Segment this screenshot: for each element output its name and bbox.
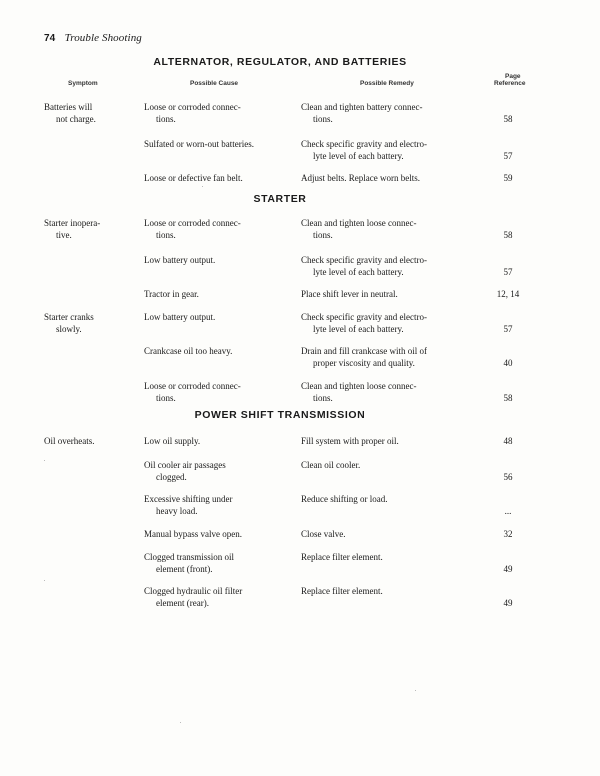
page-reference: 56 — [503, 472, 513, 482]
remedy-text: Adjust belts. Replace worn belts. — [301, 173, 420, 183]
page-reference: 58 — [503, 230, 513, 240]
running-head — [44, 32, 142, 44]
cause-text: Clogged hydraulic oil filter — [144, 586, 243, 596]
remedy-text: lyte level of each battery. — [313, 151, 404, 161]
symptom-text: tive. — [56, 230, 72, 240]
cause-text: Sulfated or worn-out batteries. — [144, 139, 254, 149]
remedy-text: lyte level of each battery. — [313, 324, 404, 334]
symptom-text: Batteries will — [44, 102, 93, 112]
column-header-cause: Possible Cause — [190, 80, 239, 87]
page-reference: 57 — [503, 324, 513, 334]
cause-text: Oil cooler air passages — [144, 460, 226, 470]
page-reference: 48 — [503, 436, 513, 446]
column-header-reference-line2: Reference — [494, 80, 526, 87]
page-reference: 57 — [503, 151, 513, 161]
column-header-symptom: Symptom — [68, 80, 98, 87]
cause-text: Loose or corroded connec- — [144, 381, 241, 391]
cause-text: Loose or corroded connec- — [144, 218, 241, 228]
remedy-text: Check specific gravity and electro- — [301, 255, 427, 265]
page-reference: 32 — [503, 529, 513, 539]
section-title: ALTERNATOR, REGULATOR, AND BATTERIES — [153, 56, 407, 68]
remedy-text: Drain and fill crankcase with oil of — [301, 346, 427, 356]
symptom-text: not charge. — [56, 114, 96, 124]
cause-text: tions. — [156, 114, 176, 124]
remedy-text: Clean and tighten loose connec- — [301, 381, 417, 391]
remedy-text: Replace filter element. — [301, 586, 383, 596]
page-number: 74 — [44, 33, 56, 44]
cause-text: Loose or defective fan belt. — [144, 173, 243, 183]
page-reference: 49 — [503, 598, 513, 608]
page-reference: 57 — [503, 267, 513, 277]
cause-text: Low battery output. — [144, 312, 216, 322]
remedy-text: Clean and tighten loose connec- — [301, 218, 417, 228]
page-reference: 58 — [503, 393, 513, 403]
cause-text: clogged. — [156, 472, 187, 482]
cause-text: Tractor in gear. — [144, 289, 199, 299]
remedy-text: tions. — [313, 230, 333, 240]
running-title: Trouble Shooting — [64, 32, 142, 44]
remedy-text: Close valve. — [301, 529, 346, 539]
cause-text: Crankcase oil too heavy. — [144, 346, 233, 356]
column-header-remedy: Possible Remedy — [360, 80, 414, 87]
symptom-text: slowly. — [56, 324, 82, 334]
cause-text: Excessive shifting under — [144, 494, 233, 504]
cause-text: Manual bypass valve open. — [144, 529, 242, 539]
page-reference: 49 — [503, 564, 513, 574]
remedy-text: Clean oil cooler. — [301, 460, 361, 470]
cause-text: heavy load. — [156, 506, 198, 516]
symptom-text: Starter cranks — [44, 312, 94, 322]
symptom-text: Oil overheats. — [44, 436, 95, 446]
cause-text: Low oil supply. — [144, 436, 201, 446]
cause-text: Low battery output. — [144, 255, 216, 265]
remedy-text: tions. — [313, 393, 333, 403]
cause-text: element (front). — [156, 564, 213, 574]
cause-text: Clogged transmission oil — [144, 552, 234, 562]
remedy-text: lyte level of each battery. — [313, 267, 404, 277]
remedy-text: proper viscosity and quality. — [313, 358, 415, 368]
column-header-reference-line1: Page — [505, 73, 521, 80]
page-reference: 59 — [503, 173, 513, 183]
remedy-text: Place shift lever in neutral. — [301, 289, 398, 299]
remedy-text: Reduce shifting or load. — [301, 494, 388, 504]
page-reference: 58 — [503, 114, 513, 124]
remedy-text: tions. — [313, 114, 333, 124]
page-reference: 12, 14 — [496, 289, 520, 299]
remedy-text: Fill system with proper oil. — [301, 436, 399, 446]
symptom-text: Starter inopera- — [44, 218, 101, 228]
remedy-text: Clean and tighten battery connec- — [301, 102, 423, 112]
cause-text: element (rear). — [156, 598, 209, 608]
cause-text: tions. — [156, 393, 176, 403]
cause-text: Loose or corroded connec- — [144, 102, 241, 112]
page-reference: ... — [504, 506, 512, 516]
remedy-text: Replace filter element. — [301, 552, 383, 562]
section-title: STARTER — [253, 193, 307, 205]
remedy-text: Check specific gravity and electro- — [301, 139, 427, 149]
cause-text: tions. — [156, 230, 176, 240]
page-reference: 40 — [503, 358, 513, 368]
remedy-text: Check specific gravity and electro- — [301, 312, 427, 322]
section-title: POWER SHIFT TRANSMISSION — [194, 409, 366, 421]
